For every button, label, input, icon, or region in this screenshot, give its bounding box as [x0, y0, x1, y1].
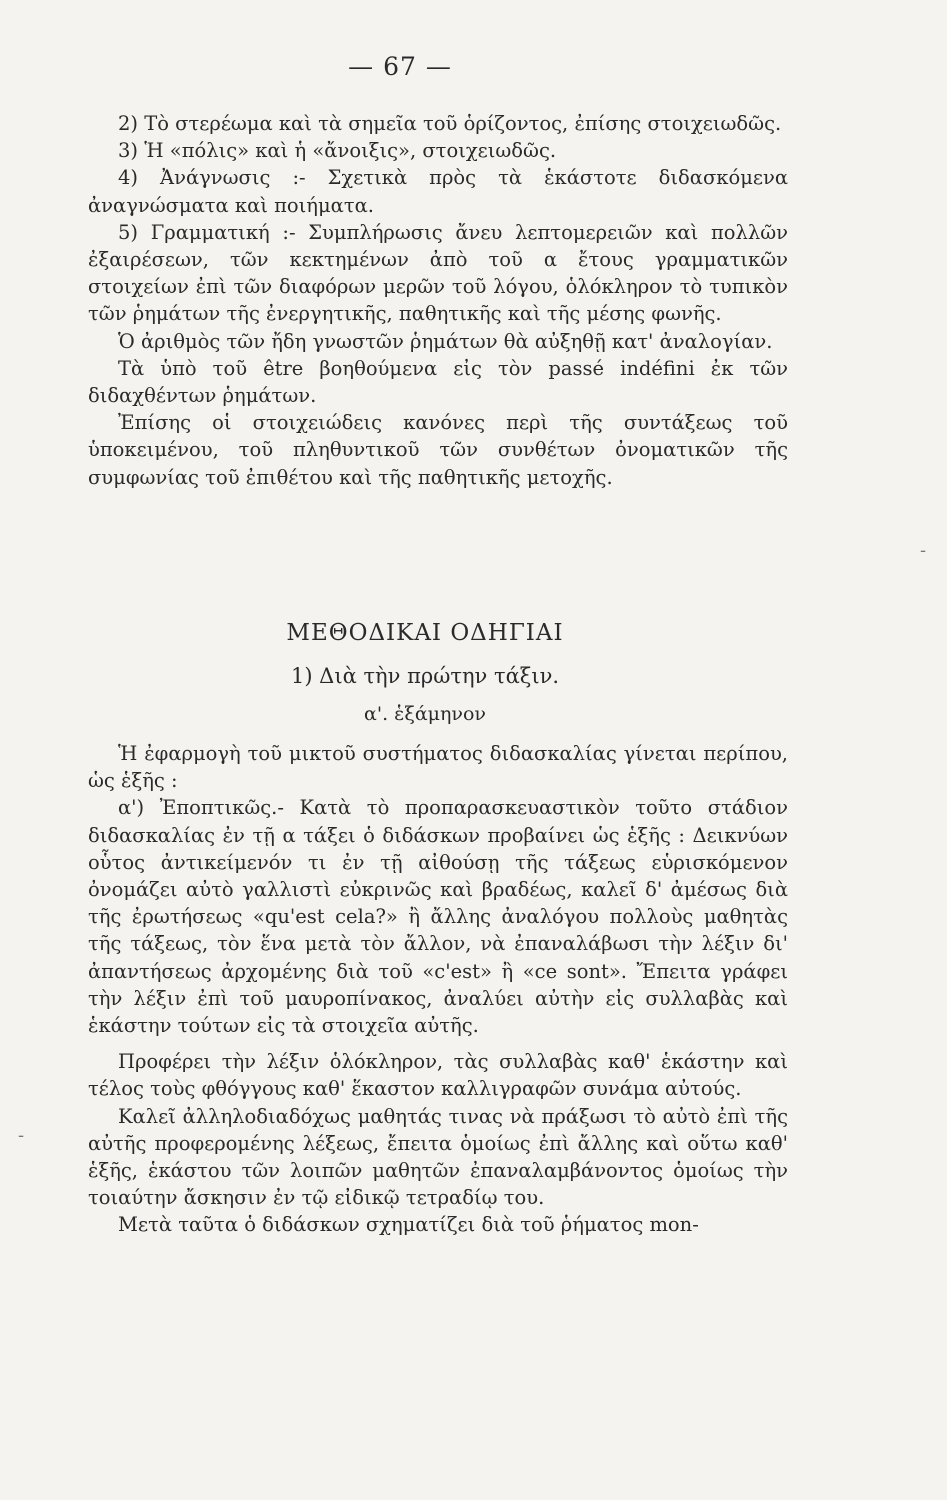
method-text: [88, 740, 788, 1239]
page-number: — 67 —: [348, 52, 452, 81]
paragraph-students-repeat: Καλεῖ ἀλληλοδιαδόχως μαθητάς τινας νὰ πράξωσι τὸ αὐτὸ ἐπὶ τῆς αὐτῆς προφερομένης λέξεως, ἔπειτα ὁμοίως ἐπὶ ἄλλης καὶ οὕτω καθ' ἑξῆς, ἑκάστου τῶν λοιπῶν μαθητῶν ἐπαναλαμβάνοντος ὁμοίως τὴν τοιαύτην ἄσκησιν ἐν τῷ εἰδικῷ τετραδίῳ του.: [88, 1104, 788, 1210]
paragraph-item-3: 3) Ἡ «πόλις» καὶ ἡ «ἄνοιξις», στοιχειωδῶς.: [118, 139, 557, 163]
paragraph-item-5: 5) Γραμματική :- Συμπλήρωσις ἄνευ λεπτομερειῶν καὶ πολλῶν ἐξαιρέσεων, τῶν κεκτημένων ἀπὸ τοῦ α ἔτους γραμματικῶν στοιχείων ἐπὶ τῶν διαφόρων μερῶν τοῦ λόγου, ὁλόκληρον τὸ τυπικὸν τῶν ῥημάτων τῆς ἐνεργητικῆς, παθητικῆς καὶ τῆς μέσης φωνῆς.: [88, 220, 788, 326]
paragraph-etre-verbs: Τὰ ὑπὸ τοῦ être βοηθούμενα εἰς τὸν passé indéfini ἐκ τῶν διδαχθέντων ῥημάτων.: [88, 356, 788, 408]
paragraph-visual-method: α') Ἐποπτικῶς.- Κατὰ τὸ προπαρασκευαστικὸν τοῦτο στάδιον διδασκαλίας ἐν τῇ α τάξει ὁ διδάσκων προβαίνει ὡς ἑξῆς : Δεικνύων οὗτος ἀντικείμενόν τι ἐν τῇ αἰθούσῃ τῆς τάξεως εὑρισκόμενον ὀνομάζει αὐτὸ γαλλιστὶ εὐκρινῶς καὶ βραδέως, καλεῖ δ' ἀμέσως διὰ τῆς ἐρωτήσεως «qu'est cela?» ἢ ἄλλης ἀναλόγου πολλοὺς μαθητὰς τῆς τάξεως, τὸν ἕνα μετὰ τὸν ἄλλον, νὰ ἐπαναλάβωσι τὴν λέξιν δι' ἀπαντήσεως ἀρχομένης διὰ τοῦ «c'est» ἢ «ce sont». Ἔπειτα γράφει τὴν λέξιν ἐπὶ τοῦ μαυροπίνακος, ἀναλύει αὐτὴν εἰς συλλαβὰς καὶ ἑκάστην τούτων εἰς τὰ στοιχεῖα αὐτῆς.: [88, 796, 788, 1038]
paragraph-syntax-rules: Ἐπίσης οἱ στοιχειώδεις κανόνες περὶ τῆς συντάξεως τοῦ ὑποκειμένου, τοῦ πληθυντικοῦ τῶν συνθέτων ὀνοματικῶν τῆς συμφωνίας τοῦ ἐπιθέτου καὶ τῆς παθητικῆς μετοχῆς.: [88, 411, 788, 489]
paragraph-intro: Ἡ ἐφαρμογὴ τοῦ μικτοῦ συστήματος διδασκαλίας γίνεται περίπου, ὡς ἑξῆς :: [88, 742, 788, 793]
section-heading: ΜΕΘΟΔΙΚΑΙ ΟΔΗΓΙΑΙ: [286, 620, 564, 646]
paragraph-pronunciation: Προφέρει τὴν λέξιν ὁλόκληρον, τὰς συλλαβὰς καθ' ἑκάστην καὶ τέλος τοὺς φθόγγους καθ' ἕκαστον καλλιγραφῶν συνάμα αὐτούς.: [88, 1050, 788, 1101]
margin-dash-mark: -: [920, 540, 927, 561]
paragraph-continuation: Μετὰ ταῦτα ὁ διδάσκων σχηματίζει διὰ τοῦ ῥήματος mon-: [118, 1213, 699, 1237]
section-subheading: 1) Διὰ τὴν πρώτην τάξιν.: [290, 664, 560, 688]
paragraph-gap: [88, 1039, 788, 1048]
semester-heading: α'. ἑξάμηνον: [364, 703, 486, 725]
curriculum-list: [88, 110, 788, 491]
paragraph-item-2: 2) Τὸ στερέωμα καὶ τὰ σημεῖα τοῦ ὁρίζοντος, ἐπίσης στοιχειωδῶς.: [118, 112, 782, 135]
margin-dash-mark-left: -: [18, 1125, 25, 1146]
paragraph-item-4: 4) Ἀνάγνωσις :- Σχετικὰ πρὸς τὰ ἑκάστοτε διδασκόμενα ἀναγνώσματα καὶ ποιήματα.: [88, 166, 788, 217]
paragraph-verbs-count: Ὁ ἀριθμὸς τῶν ἤδη γνωστῶν ῥημάτων θὰ αὐξηθῇ κατ' ἀναλογίαν.: [118, 329, 773, 353]
